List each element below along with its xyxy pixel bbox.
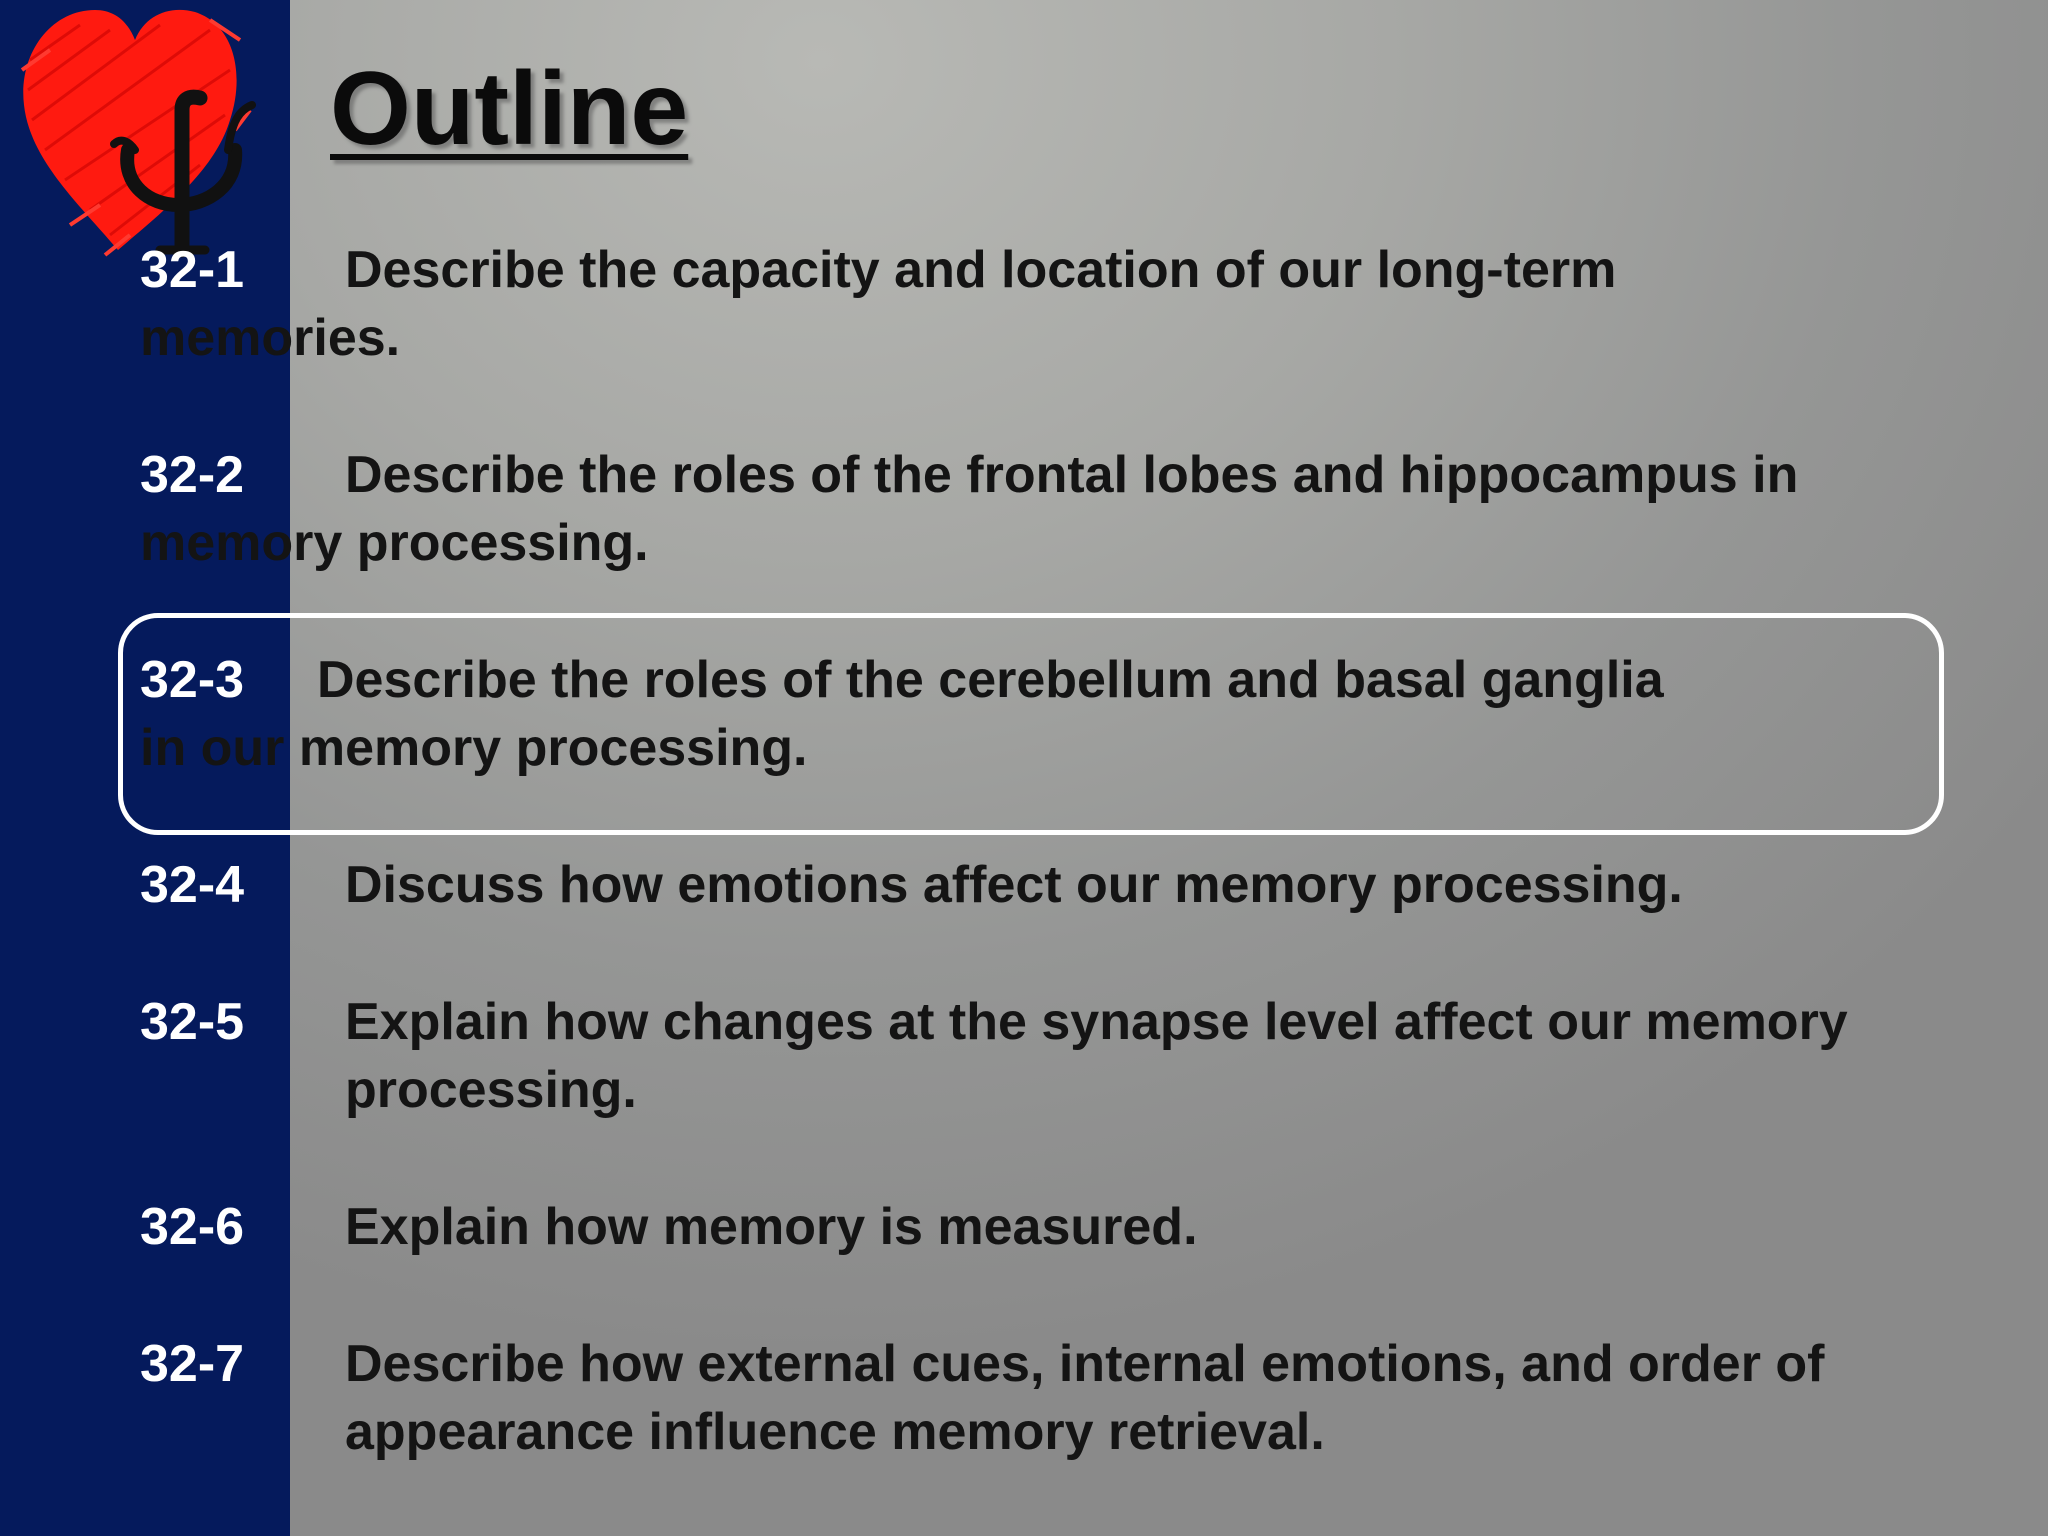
outline-item-32-6	[140, 1193, 1198, 1261]
item-text-line2: appearance influence memory retrieval.	[345, 1403, 1325, 1461]
item-text-line1: Describe the capacity and location of our long-term	[345, 241, 1617, 299]
item-number: 32-7	[140, 1335, 245, 1393]
item-text-line2: memories.	[140, 309, 401, 367]
outline-item-32-5	[140, 988, 1848, 1124]
item-text-line1: Discuss how emotions affect our memory processing.	[345, 856, 1683, 914]
slide-title: Outline	[330, 51, 689, 167]
outline-item-32-4	[140, 851, 1683, 919]
outline-item-32-1	[140, 236, 1616, 372]
item-number: 32-4	[140, 856, 245, 914]
item-number: 32-1	[140, 241, 245, 299]
heart-psi-logo-icon	[10, 0, 260, 270]
item-number: 32-2	[140, 446, 245, 504]
item-text-line1: Describe the roles of the frontal lobes and hippocampus in	[345, 446, 1799, 504]
item-number: 32-5	[140, 993, 245, 1051]
item-text-line1: Explain how changes at the synapse level affect our memory	[345, 993, 1848, 1051]
outline-item-32-2	[140, 441, 1798, 577]
item-text-line1: Explain how memory is measured.	[345, 1198, 1198, 1256]
item-number: 32-6	[140, 1198, 245, 1256]
outline-item-32-7	[140, 1330, 1825, 1466]
item-text-line2: processing.	[345, 1061, 637, 1119]
heart-icon	[22, 10, 250, 255]
item-number: 32-3	[140, 651, 245, 709]
item-text-line1: Describe how external cues, internal emotions, and order of	[345, 1335, 1825, 1393]
item-text-line1: Describe the roles of the cerebellum and basal ganglia	[317, 651, 1664, 709]
outline-item-32-3	[140, 646, 1664, 782]
item-text-line2: in our memory processing.	[140, 719, 808, 777]
item-text-line2: memory processing.	[140, 514, 649, 572]
